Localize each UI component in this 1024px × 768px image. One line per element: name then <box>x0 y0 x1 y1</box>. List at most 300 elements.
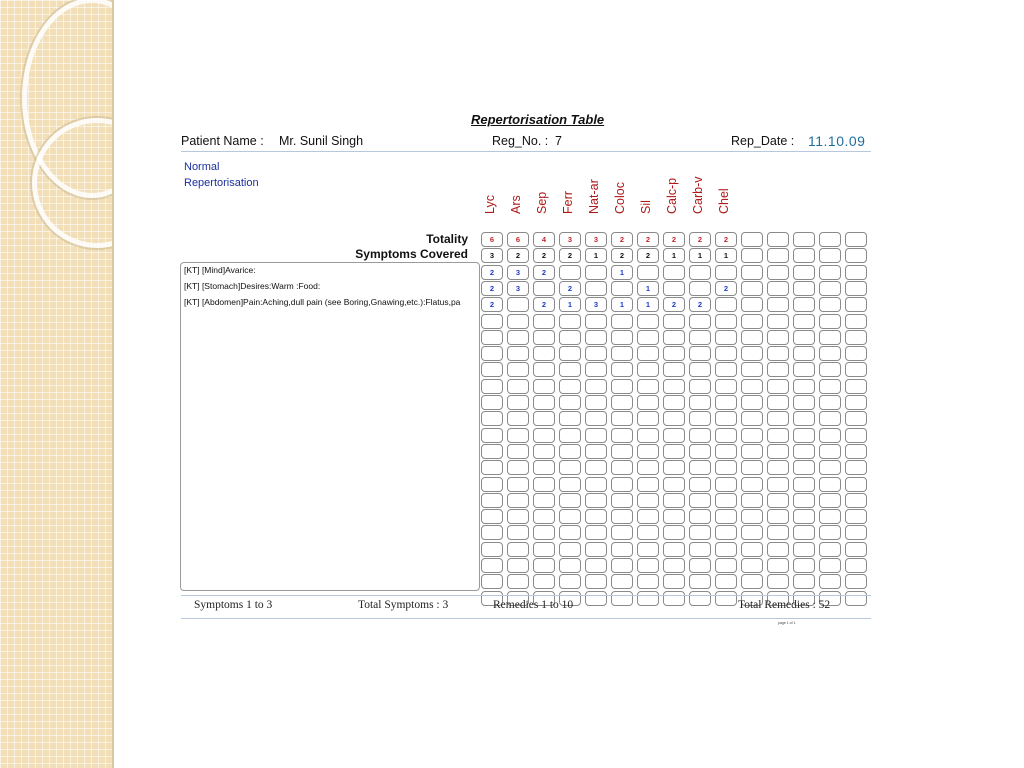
grid-cell <box>767 314 789 329</box>
grid-cell <box>715 591 737 606</box>
grid-cell <box>793 509 815 524</box>
remedy-header-calc-p <box>663 174 685 214</box>
grid-cell <box>689 428 711 443</box>
grade-cell: 2 <box>663 297 685 312</box>
grid-cell <box>845 591 867 606</box>
grid-cell <box>715 460 737 475</box>
grid-cell <box>585 493 607 508</box>
grid-cell <box>689 444 711 459</box>
footer-total-symptoms: Total Symptoms : 3 <box>358 599 449 611</box>
grid-cell <box>611 558 633 573</box>
grid-cell <box>559 509 581 524</box>
grid-cell <box>793 477 815 492</box>
grid-cell <box>689 542 711 557</box>
symptom-item[interactable]: [KT] [Stomach]Desires:Warm :Food: <box>184 281 321 291</box>
symptom-item[interactable]: [KT] [Abdomen]Pain:Aching,dull pain (see Boring,Gnawing,etc.):Flatus,pa <box>184 297 461 307</box>
grid-cell <box>819 281 841 296</box>
grid-cell <box>507 574 529 589</box>
grid-cell <box>767 558 789 573</box>
grid-cell <box>819 248 841 263</box>
covered-cell: 2 <box>559 248 581 263</box>
grade-cell: 3 <box>507 265 529 280</box>
grid-cell <box>559 477 581 492</box>
grade-cell: 1 <box>611 297 633 312</box>
footer-divider-top <box>181 595 871 596</box>
grid-cell <box>481 330 503 345</box>
grid-cell <box>533 428 555 443</box>
totality-cell: 2 <box>663 232 685 247</box>
patient-name-label: Patient Name : <box>181 134 264 148</box>
grid-cell <box>663 379 685 394</box>
grade-cell <box>715 265 737 280</box>
grid-cell <box>663 346 685 361</box>
grid-cell <box>741 460 763 475</box>
grid-cell <box>793 281 815 296</box>
grade-cell <box>637 265 659 280</box>
grid-cell <box>533 477 555 492</box>
grid-cell <box>793 411 815 426</box>
grid-cell <box>533 558 555 573</box>
grid-cell <box>559 444 581 459</box>
remedy-header-label: Lyc <box>483 195 497 214</box>
grid-cell <box>845 248 867 263</box>
grid-cell <box>481 379 503 394</box>
grade-cell: 2 <box>481 297 503 312</box>
grid-cell <box>533 574 555 589</box>
grid-cell <box>741 542 763 557</box>
grid-cell <box>533 525 555 540</box>
grid-cell <box>845 509 867 524</box>
grid-cell <box>533 362 555 377</box>
grid-cell <box>481 444 503 459</box>
grid-cell <box>819 379 841 394</box>
grid-cell <box>637 330 659 345</box>
grid-cell <box>715 574 737 589</box>
grid-cell <box>585 428 607 443</box>
grid-cell <box>819 265 841 280</box>
grid-cell <box>481 558 503 573</box>
grid-cell <box>793 346 815 361</box>
remedy-header-label: Sep <box>535 191 549 214</box>
remedy-header-label: Carb-v <box>691 176 705 214</box>
grid-cell <box>715 411 737 426</box>
grid-cell <box>741 379 763 394</box>
grid-cell <box>481 346 503 361</box>
remedy-header-label: Coloc <box>613 182 627 214</box>
grid-cell <box>585 411 607 426</box>
grid-cell <box>507 411 529 426</box>
rep-date-value: 11.10.09 <box>808 133 866 149</box>
grid-cell <box>559 493 581 508</box>
grid-cell <box>663 460 685 475</box>
grid-cell <box>741 265 763 280</box>
grid-cell <box>507 346 529 361</box>
totality-cell: 6 <box>507 232 529 247</box>
grid-cell <box>663 428 685 443</box>
grid-cell <box>689 493 711 508</box>
remedy-header-ferr <box>559 174 581 214</box>
header-divider <box>181 151 871 152</box>
grid-cell <box>481 395 503 410</box>
grid-cell <box>689 395 711 410</box>
grid-cell <box>585 558 607 573</box>
grid-cell <box>819 477 841 492</box>
grid-cell <box>507 330 529 345</box>
remedy-header-coloc <box>611 174 633 214</box>
grid-cell <box>507 314 529 329</box>
grid-cell <box>637 379 659 394</box>
grid-cell <box>741 314 763 329</box>
grid-cell <box>767 477 789 492</box>
grid-cell <box>507 542 529 557</box>
grade-cell: 1 <box>611 265 633 280</box>
grid-cell <box>559 379 581 394</box>
grid-cell <box>793 297 815 312</box>
grid-cell <box>533 542 555 557</box>
grid-cell <box>767 265 789 280</box>
grid-cell <box>845 558 867 573</box>
grid-cell <box>715 428 737 443</box>
covered-cell: 2 <box>611 248 633 263</box>
grid-cell <box>637 314 659 329</box>
grid-cell <box>689 558 711 573</box>
grid-cell <box>689 379 711 394</box>
grid-cell <box>585 362 607 377</box>
grid-cell <box>507 477 529 492</box>
grid-cell <box>533 346 555 361</box>
grid-cell <box>559 558 581 573</box>
grid-cell <box>559 395 581 410</box>
grid-cell <box>689 330 711 345</box>
grid-cell <box>767 346 789 361</box>
grid-cell <box>845 574 867 589</box>
totality-cell: 6 <box>481 232 503 247</box>
grid-cell <box>637 411 659 426</box>
grid-cell <box>793 574 815 589</box>
grid-cell <box>611 477 633 492</box>
grid-cell <box>637 395 659 410</box>
covered-cell: 2 <box>637 248 659 263</box>
grid-cell <box>793 395 815 410</box>
covered-cell: 2 <box>533 248 555 263</box>
grid-cell <box>559 460 581 475</box>
covered-cell: 3 <box>481 248 503 263</box>
covered-cell: 1 <box>585 248 607 263</box>
grid-cell <box>793 379 815 394</box>
grid-cell <box>741 493 763 508</box>
grid-cell <box>819 314 841 329</box>
grid-cell <box>507 509 529 524</box>
grid-cell <box>767 362 789 377</box>
grid-cell <box>611 395 633 410</box>
grid-cell <box>637 493 659 508</box>
grid-cell <box>611 444 633 459</box>
symptoms-covered-label: Symptoms Covered <box>355 247 468 261</box>
grade-cell <box>533 281 555 296</box>
grid-cell <box>715 444 737 459</box>
grid-cell <box>559 346 581 361</box>
grid-cell <box>767 297 789 312</box>
grid-cell <box>611 525 633 540</box>
grid-cell <box>637 477 659 492</box>
grid-cell <box>481 574 503 589</box>
grid-cell <box>819 509 841 524</box>
grid-cell <box>741 477 763 492</box>
grid-cell <box>585 591 607 606</box>
grid-cell <box>559 525 581 540</box>
grid-cell <box>507 428 529 443</box>
grade-cell: 2 <box>715 281 737 296</box>
grid-cell <box>585 395 607 410</box>
remedy-header-label: Ars <box>509 195 523 214</box>
grid-cell <box>611 314 633 329</box>
grid-cell <box>533 460 555 475</box>
grid-cell <box>819 330 841 345</box>
grid-cell <box>793 314 815 329</box>
totality-cell: 2 <box>689 232 711 247</box>
grid-cell <box>481 477 503 492</box>
grid-cell <box>741 297 763 312</box>
grid-cell <box>741 411 763 426</box>
grid-cell <box>663 591 685 606</box>
covered-cell: 1 <box>715 248 737 263</box>
grid-cell <box>819 411 841 426</box>
grid-cell <box>559 574 581 589</box>
grid-cell <box>637 525 659 540</box>
grid-cell <box>611 591 633 606</box>
grid-cell <box>845 330 867 345</box>
grid-cell <box>793 460 815 475</box>
remedy-header-sil <box>637 174 659 214</box>
grid-cell <box>663 525 685 540</box>
grade-cell <box>585 265 607 280</box>
grid-cell <box>715 542 737 557</box>
grid-cell <box>819 346 841 361</box>
grid-cell <box>845 232 867 247</box>
grid-cell <box>481 493 503 508</box>
grid-cell <box>715 509 737 524</box>
grid-cell <box>481 362 503 377</box>
grid-cell <box>663 574 685 589</box>
grid-cell <box>845 428 867 443</box>
totality-cell: 2 <box>637 232 659 247</box>
totality-cell: 2 <box>715 232 737 247</box>
grade-cell: 3 <box>585 297 607 312</box>
grid-cell <box>663 558 685 573</box>
grid-cell <box>767 460 789 475</box>
grid-cell <box>767 248 789 263</box>
grid-cell <box>637 428 659 443</box>
grid-cell <box>481 411 503 426</box>
grid-cell <box>845 477 867 492</box>
grid-cell <box>715 477 737 492</box>
grade-cell: 1 <box>637 297 659 312</box>
grade-cell <box>559 265 581 280</box>
grade-cell <box>715 297 737 312</box>
grid-cell <box>819 232 841 247</box>
totality-cell: 2 <box>611 232 633 247</box>
remedy-header-sep <box>533 174 555 214</box>
grid-cell <box>845 297 867 312</box>
grid-cell <box>637 362 659 377</box>
grid-cell <box>559 314 581 329</box>
grid-cell <box>715 346 737 361</box>
grid-cell <box>585 330 607 345</box>
grid-cell <box>793 265 815 280</box>
decorative-sidebar <box>0 0 114 768</box>
footer-total-remedies: Total Remedies : 52 <box>738 599 831 611</box>
grade-cell: 2 <box>689 297 711 312</box>
grid-cell <box>689 509 711 524</box>
grid-cell <box>767 411 789 426</box>
grid-cell <box>715 395 737 410</box>
grid-cell <box>663 330 685 345</box>
grid-cell <box>533 330 555 345</box>
grid-cell <box>689 477 711 492</box>
grid-cell <box>533 395 555 410</box>
grid-cell <box>533 493 555 508</box>
grid-cell <box>819 362 841 377</box>
grid-cell <box>585 379 607 394</box>
totality-label: Totality <box>426 232 468 246</box>
grid-cell <box>611 574 633 589</box>
grid-cell <box>637 574 659 589</box>
grid-cell <box>845 314 867 329</box>
grid-cell <box>741 444 763 459</box>
symptom-item[interactable]: [KT] [Mind]Avarice: <box>184 265 256 275</box>
grid-cell <box>507 460 529 475</box>
grid-cell <box>819 574 841 589</box>
footer-remedies-range: Remedies 1 to 10 <box>493 599 574 611</box>
grid-cell <box>819 297 841 312</box>
grid-cell <box>767 428 789 443</box>
grid-cell <box>689 460 711 475</box>
grid-cell <box>741 428 763 443</box>
grade-cell: 2 <box>533 297 555 312</box>
footer-divider-bottom <box>181 618 871 619</box>
grid-cell <box>611 379 633 394</box>
grid-cell <box>741 281 763 296</box>
mode-label-repertorisation: Repertorisation <box>184 177 259 189</box>
grid-cell <box>689 591 711 606</box>
grid-cell <box>793 525 815 540</box>
rep-date-label: Rep_Date : <box>731 134 795 148</box>
grid-cell <box>819 428 841 443</box>
grid-cell <box>637 509 659 524</box>
grid-cell <box>611 493 633 508</box>
covered-cell: 1 <box>689 248 711 263</box>
grid-cell <box>663 493 685 508</box>
grid-cell <box>767 379 789 394</box>
grid-cell <box>819 542 841 557</box>
covered-cell: 1 <box>663 248 685 263</box>
symptoms-list <box>180 262 480 591</box>
grid-cell <box>533 411 555 426</box>
grid-cell <box>767 444 789 459</box>
grade-cell: 2 <box>481 265 503 280</box>
grid-cell <box>767 542 789 557</box>
grid-cell <box>845 444 867 459</box>
grade-cell: 1 <box>559 297 581 312</box>
grid-cell <box>793 558 815 573</box>
grid-cell <box>507 395 529 410</box>
grid-cell <box>585 346 607 361</box>
grid-cell <box>767 525 789 540</box>
grid-cell <box>741 362 763 377</box>
grid-cell <box>715 525 737 540</box>
totality-cell: 4 <box>533 232 555 247</box>
reg-no-label: Reg_No. : <box>492 134 549 148</box>
grid-cell <box>637 591 659 606</box>
grid-cell <box>611 460 633 475</box>
grid-cell <box>637 444 659 459</box>
mode-label-normal: Normal <box>184 161 220 173</box>
grid-cell <box>689 314 711 329</box>
remedy-header-label: Sil <box>639 200 653 214</box>
remedy-header-label: Chel <box>717 188 731 214</box>
reg-no-value: 7 <box>555 134 562 148</box>
grid-cell <box>663 411 685 426</box>
grid-cell <box>741 330 763 345</box>
grid-cell <box>689 525 711 540</box>
grid-cell <box>585 542 607 557</box>
grid-cell <box>481 460 503 475</box>
grade-cell: 1 <box>637 281 659 296</box>
grid-cell <box>663 314 685 329</box>
remedy-header-label: Calc-p <box>665 177 679 214</box>
grid-cell <box>767 281 789 296</box>
grid-cell <box>611 411 633 426</box>
grid-cell <box>611 428 633 443</box>
grid-cell <box>611 542 633 557</box>
remedy-header-nat-ar <box>585 174 607 214</box>
grid-cell <box>611 509 633 524</box>
grid-cell <box>845 395 867 410</box>
grid-cell <box>481 542 503 557</box>
grid-cell <box>845 525 867 540</box>
grid-cell <box>767 232 789 247</box>
grid-cell <box>845 379 867 394</box>
grid-cell <box>845 460 867 475</box>
grid-cell <box>715 362 737 377</box>
grid-cell <box>611 362 633 377</box>
grid-cell <box>663 509 685 524</box>
grid-cell <box>559 428 581 443</box>
grid-cell <box>637 542 659 557</box>
covered-cell: 2 <box>507 248 529 263</box>
grid-cell <box>819 444 841 459</box>
remedy-header-ars <box>507 174 529 214</box>
grid-cell <box>637 460 659 475</box>
grid-cell <box>611 330 633 345</box>
page-title: Repertorisation Table <box>471 112 605 127</box>
remedy-header-lyc <box>481 174 503 214</box>
grid-cell <box>741 558 763 573</box>
grade-cell: 2 <box>481 281 503 296</box>
grid-cell <box>767 395 789 410</box>
grid-cell <box>741 525 763 540</box>
grid-cell <box>845 362 867 377</box>
grid-cell <box>715 558 737 573</box>
grid-cell <box>741 574 763 589</box>
grid-cell <box>663 362 685 377</box>
grid-cell <box>585 477 607 492</box>
grid-cell <box>663 395 685 410</box>
grid-cell <box>741 232 763 247</box>
grid-cell <box>585 509 607 524</box>
grid-cell <box>845 542 867 557</box>
totality-cell: 3 <box>585 232 607 247</box>
